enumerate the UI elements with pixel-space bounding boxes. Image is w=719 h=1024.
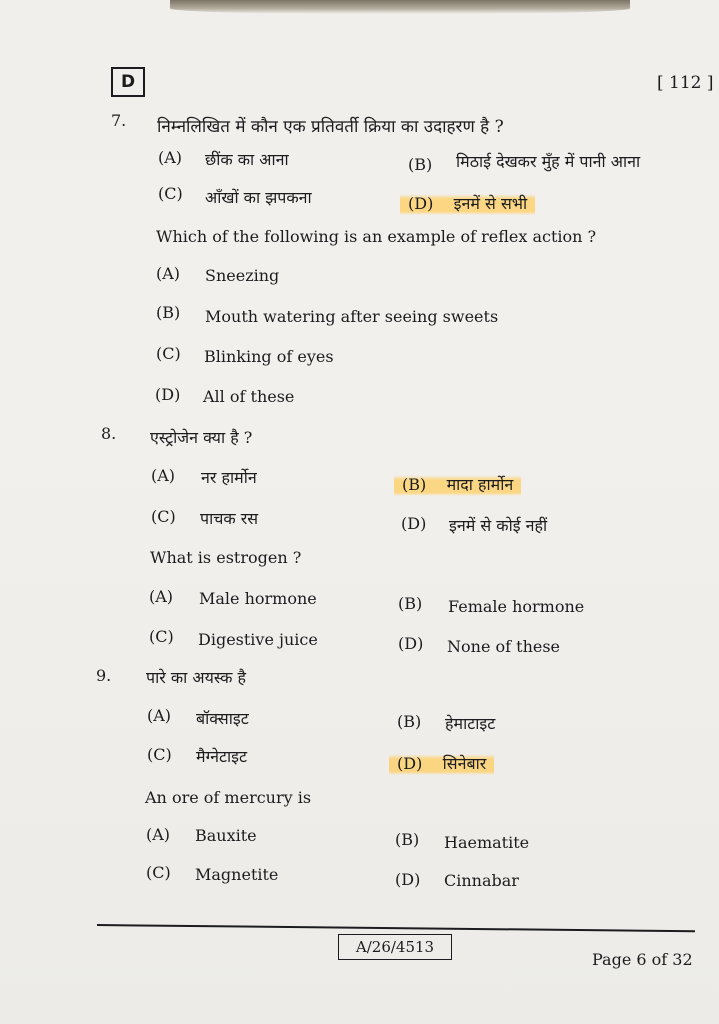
question-8-number: 8. xyxy=(101,424,117,443)
question-8-hindi: एस्ट्रोजेन क्या है ? xyxy=(150,428,253,447)
q8-english-option-a: Male hormone xyxy=(199,589,317,608)
q7-hindi-option-a: छींक का आना xyxy=(205,150,289,169)
q9-highlighted-answer xyxy=(389,752,494,774)
q9-english-option-c: Magnetite xyxy=(195,865,279,884)
q8-highlighted-answer xyxy=(394,473,521,495)
q9-hindi-option-d: सिनेबार xyxy=(442,754,487,773)
q7-hindi-option-c: आँखों का झपकना xyxy=(205,188,312,207)
q7-hindi-option-b: मिठाई देखकर मुँह में पानी आना xyxy=(456,152,641,171)
q8-hindi-option-b: मादा हार्मोन xyxy=(446,475,514,494)
q7-hindi-option-d-key: (D) xyxy=(408,194,434,213)
q9-hindi-option-a-key: (A) xyxy=(147,706,172,725)
q7-english-option-c-key: (C) xyxy=(156,344,181,363)
question-7-english: Which of the following is an example of reflex action ? xyxy=(156,227,597,246)
q8-english-option-c: Digestive juice xyxy=(198,630,318,649)
q9-english-option-a: Bauxite xyxy=(195,826,257,845)
q9-english-option-b: Haematite xyxy=(444,833,530,852)
q7-hindi-option-b-key: (B) xyxy=(408,155,433,174)
q7-hindi-option-c-key: (C) xyxy=(158,184,183,203)
q8-hindi-option-a: नर हार्मोन xyxy=(201,468,257,487)
q9-hindi-option-b-key: (B) xyxy=(397,712,422,731)
q9-hindi-option-c: मैग्नेटाइट xyxy=(196,747,248,766)
q9-english-option-a-key: (A) xyxy=(146,825,171,844)
q9-hindi-option-a: बॉक्साइट xyxy=(196,709,249,728)
q8-english-option-b-key: (B) xyxy=(398,594,423,613)
q7-english-option-d-key: (D) xyxy=(155,385,181,404)
q8-hindi-option-c: पाचक रस xyxy=(200,509,259,528)
q8-hindi-option-d-key: (D) xyxy=(401,514,427,533)
question-7-number: 7. xyxy=(111,111,127,130)
q9-english-option-d: Cinnabar xyxy=(444,871,519,890)
footer-divider xyxy=(97,924,695,932)
q7-english-option-d: All of these xyxy=(203,387,295,406)
q9-english-option-c-key: (C) xyxy=(146,863,171,882)
q9-english-option-d-key: (D) xyxy=(395,870,421,889)
q7-english-option-a: Sneezing xyxy=(205,266,280,285)
q9-english-option-b-key: (B) xyxy=(395,830,420,849)
q9-hindi-option-c-key: (C) xyxy=(147,745,172,764)
q8-english-option-d-key: (D) xyxy=(398,634,424,653)
paper-code-box: A/26/4513 xyxy=(338,934,452,960)
page-number: Page 6 of 32 xyxy=(592,950,693,969)
q8-english-option-c-key: (C) xyxy=(149,627,174,646)
question-9-number: 9. xyxy=(96,666,112,685)
q8-english-option-b: Female hormone xyxy=(448,597,585,616)
question-9-hindi: पारे का अयस्क है xyxy=(146,668,246,687)
set-label-box: D xyxy=(111,67,145,97)
q8-english-option-a-key: (A) xyxy=(149,587,174,606)
q7-highlighted-answer xyxy=(400,192,535,214)
q8-english-option-d: None of these xyxy=(447,637,561,656)
binding-shadow xyxy=(170,0,630,14)
question-9-english: An ore of mercury is xyxy=(145,788,312,807)
page-code: [ 112 ] xyxy=(657,73,714,93)
q7-hindi-option-a-key: (A) xyxy=(158,148,183,167)
q8-hindi-option-a-key: (A) xyxy=(151,466,176,485)
q7-english-option-b-key: (B) xyxy=(156,303,181,322)
q8-hindi-option-c-key: (C) xyxy=(151,507,176,526)
q9-hindi-option-d-key: (D) xyxy=(397,754,423,773)
q7-english-option-b: Mouth watering after seeing sweets xyxy=(205,307,499,326)
q8-hindi-option-b-key: (B) xyxy=(402,475,427,494)
q7-hindi-option-d: इनमें से सभी xyxy=(453,194,528,213)
q7-english-option-c: Blinking of eyes xyxy=(204,347,334,366)
question-8-english: What is estrogen ? xyxy=(150,548,302,567)
q7-english-option-a-key: (A) xyxy=(156,264,181,283)
q8-hindi-option-d: इनमें से कोई नहीं xyxy=(449,516,548,535)
question-7-hindi: निम्नलिखित में कौन एक प्रतिवर्ती क्रिया का उदाहरण है ? xyxy=(157,117,504,137)
q9-hindi-option-b: हेमाटाइट xyxy=(445,714,496,733)
